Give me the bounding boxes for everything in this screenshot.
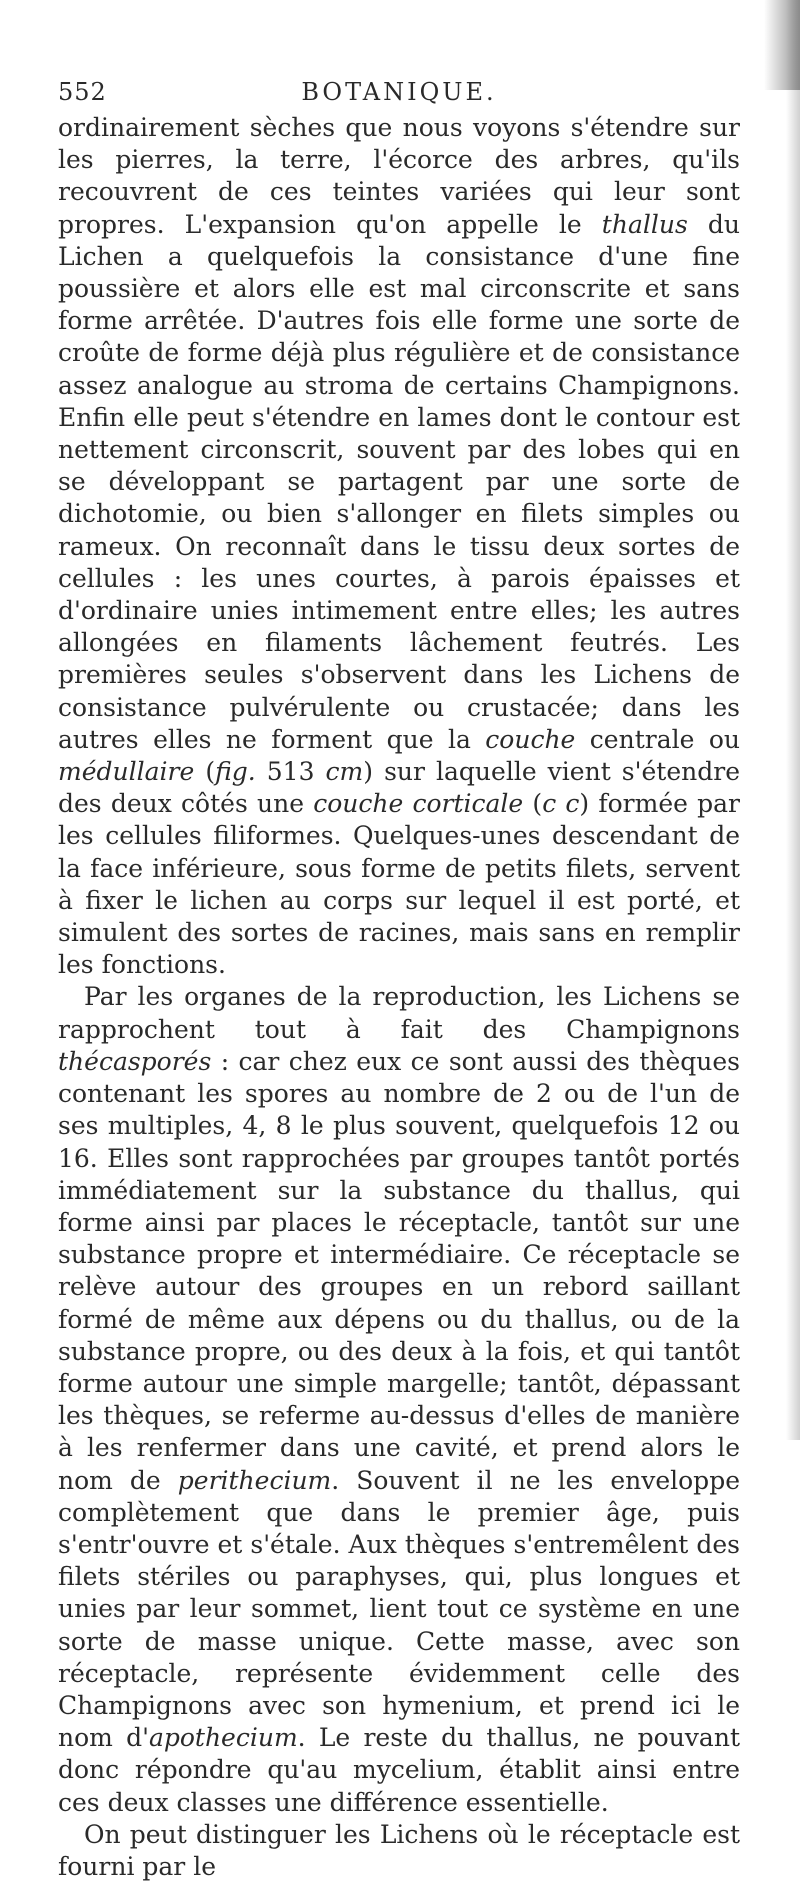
italic-term: thécasporés bbox=[58, 1046, 212, 1076]
text-run: Par les organes de la reproduction, les Lichens se rapprochent tout à fait des Champignons bbox=[58, 982, 740, 1044]
text-run: ) sur laquelle vient s'étendre des deux côtés une bbox=[58, 757, 740, 819]
italic-term: couche bbox=[485, 724, 576, 754]
paragraph-lichen-thallus bbox=[58, 112, 740, 981]
page-header bbox=[58, 78, 740, 112]
text-run: . Le reste du thallus, ne pouvant donc répondre qu'au mycelium, établit ainsi entre ces deux classes une différence essentielle. bbox=[58, 1723, 740, 1817]
body-text bbox=[58, 112, 740, 1883]
text-run: On peut distinguer les Lichens où le réceptacle est fourni par le bbox=[58, 1819, 740, 1881]
italic-term: apothecium bbox=[148, 1723, 298, 1753]
text-run: centrale ou bbox=[575, 724, 740, 754]
running-title: BOTANIQUE. bbox=[301, 78, 497, 106]
text-run: ( bbox=[523, 789, 543, 819]
text-run: ordinairement sèches que nous voyons s'étendre sur les pierres, la terre, l'écorce des arbres, qu'ils recouvrent de ces teintes variées qui leur sont propres. L'expansion qu'on appelle le bbox=[58, 113, 740, 239]
italic-term: fig. bbox=[215, 757, 256, 787]
page-number: 552 bbox=[58, 78, 107, 106]
paragraph-reproduction bbox=[58, 981, 740, 1818]
text-run: : car chez eux ce sont aussi des thèques contenant les spores au nombre de 2 ou de l'un de ses multiples, 4, 8 le plus souvent, quelquefois 12 ou 16. Elles sont rapprochées par groupes tantôt portés immédiatement sur la substance du thallus, qui forme ainsi par places le réceptacle, tantôt sur une substance propre et intermédiaire. Ce réceptacle se relève autour des groupes en un rebord saillant formé de même aux dépens ou du thallus, ou de la substance propre, ou des deux à la fois, et qui tantôt forme autour une simple margelle; tantôt, dépassant les thèques, se referme au-dessus d'elles de manière à les renfermer dans une cavité, et prend alors le nom de bbox=[58, 1046, 740, 1495]
text-run: . Souvent il ne les enveloppe complètement que dans le premier âge, puis s'entr'ouvre et s'étale. Aux thèques s'entremêlent des filets stériles ou paraphyses, qui, plus longues et unies par leur sommet, lient tout ce système en une sorte de masse unique. Cette masse, avec son réceptacle, représente évidemment celle des Champignons avec son hymenium, et prend ici le nom d' bbox=[58, 1465, 740, 1753]
italic-term: cm bbox=[325, 757, 364, 787]
italic-term: médullaire bbox=[58, 757, 195, 787]
paragraph-distinction bbox=[58, 1819, 740, 1883]
italic-term: couche corticale bbox=[313, 789, 524, 819]
italic-term: thallus bbox=[601, 209, 688, 239]
text-run: du Lichen a quelquefois la consistance d'une fine poussière et alors elle est mal circonscrite et sans forme arrêtée. D'autres fois elle forme une sorte de croûte de forme déjà plus régulière et de consistance assez analogue au stroma de certains Champignons. Enfin elle peut s'étendre en lames dont le contour est nettement circonscrit, souvent par des lobes qui en se développant se partagent par une sorte de dichotomie, ou bien s'allonger en filets simples ou rameux. On reconnaît dans le tissu deux sortes de cellules : les unes courtes, à parois épaisses et d'ordinaire unies intimement entre elles; les autres allongées en filaments lâchement feutrés. Les premières seules s'observent dans les Lichens de consistance pulvérulente ou crustacée; dans les autres elles ne forment que la bbox=[58, 209, 740, 754]
text-run: ( bbox=[194, 757, 216, 787]
text-run: ) formée par les cellules filiformes. Quelques-unes descendant de la face inférieure, sous forme de petits filets, servent à fixer le lichen au corps sur lequel il est porté, et simulent des sortes de racines, mais sans en remplir les fonctions. bbox=[58, 789, 740, 980]
page-edge-shadow bbox=[786, 0, 800, 1440]
italic-term: perithecium bbox=[177, 1465, 332, 1495]
italic-term: c c bbox=[542, 789, 580, 819]
text-run: 513 bbox=[255, 757, 326, 787]
